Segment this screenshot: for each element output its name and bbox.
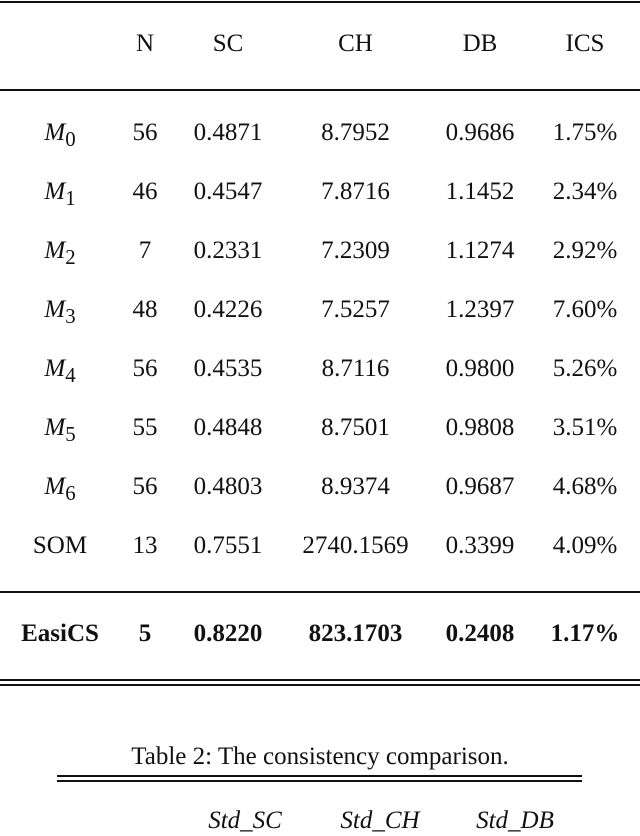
cell-ics: 7.60% (552, 296, 618, 323)
header-ics: ICS (565, 30, 605, 57)
cell-n: 55 (132, 414, 158, 441)
cell-sc: 0.7551 (193, 532, 263, 559)
cell-ch: 7.5257 (321, 296, 390, 323)
next-table-rule-1 (57, 775, 582, 777)
header-db: DB (462, 30, 498, 57)
highlight-label: EasiCS (21, 620, 99, 647)
row-label: $M_1$ (44, 178, 76, 210)
table-bottom-rule-1 (0, 679, 640, 681)
highlight-n: 5 (138, 620, 152, 647)
cell-ics: 2.34% (552, 178, 618, 205)
cell-db: 0.9686 (445, 119, 515, 146)
cell-n: 56 (132, 119, 158, 146)
cell-db: 1.2397 (445, 296, 515, 323)
table-bottom-rule-2 (0, 684, 640, 686)
cell-ch: 8.7952 (321, 119, 390, 146)
cell-db: 0.9808 (445, 414, 515, 441)
cell-ics: 5.26% (552, 355, 618, 382)
cell-sc: 0.4226 (193, 296, 263, 323)
highlight-ch: 823.1703 (308, 620, 403, 647)
cell-sc: 0.4547 (193, 178, 263, 205)
row-label: SOM (32, 532, 88, 559)
highlight-sc: 0.8220 (193, 620, 263, 647)
cell-n: 56 (132, 355, 158, 382)
highlight-rule (0, 591, 640, 593)
header-n: N (135, 30, 155, 57)
cell-ch: 7.2309 (321, 237, 390, 264)
row-label: $M_2$ (44, 237, 76, 269)
cell-n: 13 (132, 532, 158, 559)
cell-ch: 8.7501 (321, 414, 390, 441)
highlight-ics: 1.17% (550, 620, 620, 647)
cell-ch: 2740.1569 (302, 532, 409, 559)
cell-db: 1.1274 (445, 237, 515, 264)
table-top-rule (0, 1, 640, 3)
cell-ics: 2.92% (552, 237, 618, 264)
cell-n: 46 (132, 178, 158, 205)
cell-ics: 1.75% (552, 119, 618, 146)
cell-sc: 0.2331 (193, 237, 263, 264)
cell-sc: 0.4803 (193, 473, 263, 500)
next-header-std-sc: Std_SC (208, 807, 282, 834)
cell-sc: 0.4871 (193, 119, 263, 146)
cell-db: 0.9687 (445, 473, 515, 500)
cell-ics: 3.51% (552, 414, 618, 441)
cell-ch: 8.9374 (321, 473, 390, 500)
cell-db: 1.1452 (445, 178, 515, 205)
row-label: $M_4$ (44, 355, 76, 387)
next-header-std-ch: Std_CH (340, 807, 420, 834)
cell-n: 7 (138, 237, 152, 264)
header-rule (0, 89, 640, 91)
cell-sc: 0.4535 (193, 355, 263, 382)
cell-n: 56 (132, 473, 158, 500)
cell-db: 0.3399 (445, 532, 515, 559)
header-sc: SC (212, 30, 244, 57)
cell-n: 48 (132, 296, 158, 323)
cell-ics: 4.09% (552, 532, 618, 559)
cell-ch: 7.8716 (321, 178, 390, 205)
row-label: $M_3$ (44, 296, 76, 328)
cell-sc: 0.4848 (193, 414, 263, 441)
row-label: $M_5$ (44, 414, 76, 446)
row-label: $M_0$ (44, 119, 76, 151)
cell-ch: 8.7116 (321, 355, 390, 382)
table-caption: Table 2: The consistency comparison. (131, 743, 509, 770)
cell-ics: 4.68% (552, 473, 618, 500)
highlight-db: 0.2408 (445, 620, 515, 647)
cell-db: 0.9800 (445, 355, 515, 382)
header-ch: CH (338, 30, 373, 57)
next-table-rule-2 (57, 780, 582, 782)
next-header-std-db: Std_DB (476, 807, 554, 834)
row-label: $M_6$ (44, 473, 76, 505)
